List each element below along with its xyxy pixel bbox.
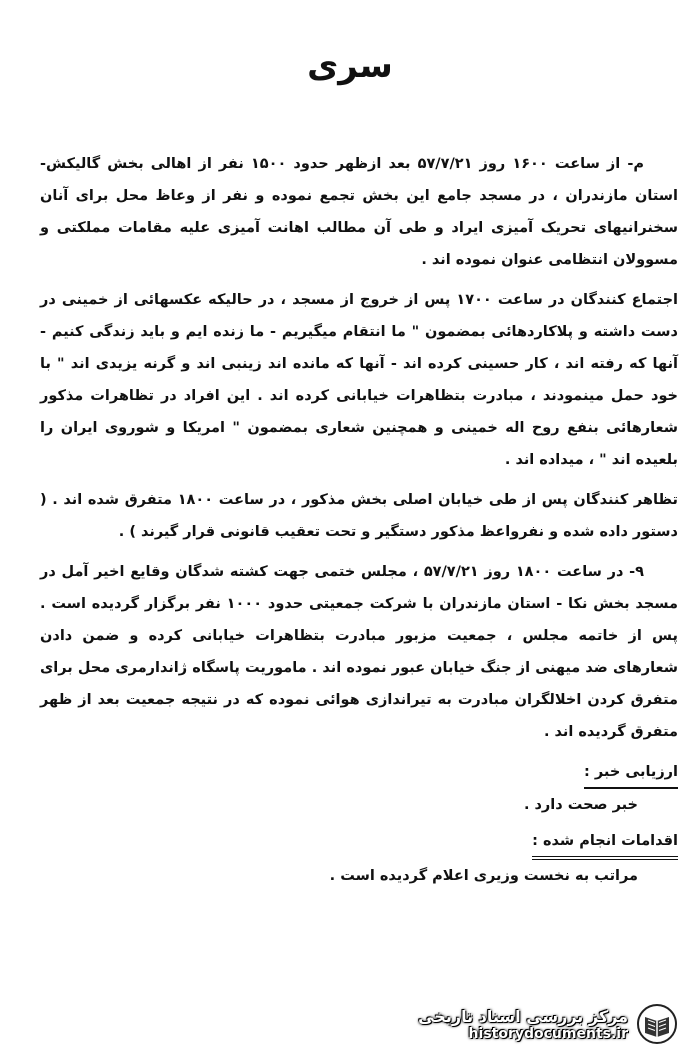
news-evaluation-text: خبر صحت دارد . <box>523 797 638 813</box>
paragraph-1: م- از ساعت ۱۶۰۰ روز ۵۷/۷/۲۱ بعد ازظهر حدود ۱۵۰۰ نفر از اهالی بخش گالیکش- استان مازندران ، در مسجد جامع این بخش تجمع نموده و نفر از وعاظ محل برای آنان سخنرانیهای تحریک آمیزی ایراد و طی آن مطالب اهانت آمیزی علیه مقامات مملکتی و مسوولان انتظامی عنوان نموده اند . <box>40 156 678 268</box>
document-title: سری <box>307 46 393 86</box>
paragraph-3: تظاهر کنندگان پس از طی خیابان اصلی بخش مذکور ، در ساعت ۱۸۰۰ متفرق شده اند . ( دستور داده شده و نفرواعظ مذکور دستگیر و تحت تعقیب قانونی قرار گیرند ) . <box>40 492 678 540</box>
book-emblem-icon <box>636 1003 678 1045</box>
document-body <box>40 148 678 892</box>
watermark-name: مرکز بررسی اسناد تاریخی <box>418 1006 628 1026</box>
news-evaluation-section <box>40 756 678 821</box>
watermark-text <box>418 1007 628 1042</box>
watermark-url: historydocuments.ir <box>468 1025 628 1042</box>
actions-taken-section <box>40 825 678 892</box>
paragraph-4: ۹- در ساعت ۱۸۰۰ روز ۵۷/۷/۲۱ ، مجلس ختمی جهت کشته شدگان وقایع اخیر آمل در مسجد بخش نکا - استان مازندران با شرکت جمعیتی حدود ۱۰۰۰ نفر برگزار گردیده است . پس از خاتمه مجلس ، جمعیت مزبور مبادرت بتظاهرات خیابانی کرده و ضمن دادن شعارهای ضد میهنی از جنگ خیابان عبور نموده اند . ماموریت پاسگاه ژاندارمری محل برای متفرق کردن اخلالگران مبادرت به تیراندازی هوائی نموده که در نتیجه جمعیت بعد از ظهر متفرق گردیده اند . <box>40 564 678 740</box>
watermark <box>418 1003 678 1045</box>
actions-taken-text: مراتب به نخست وزیری اعلام گردیده است . <box>329 868 638 884</box>
actions-taken-heading: اقدامات انجام شده : <box>532 828 678 860</box>
paragraph-2: اجتماع کنندگان در ساعت ۱۷۰۰ پس از خروج از مسجد ، در حالیکه عکسهائی از خمینی در دست داشته و پلاکاردهائی بمضمون " ما انتقام میگیریم - ما زنده ایم و باید زندگی کنیم - آنها که رفته اند ، کار حسینی کرده اند - آنها که مانده اند زینبی اند و گرنه یزیدی اند " با خود حمل مینمودند ، مبادرت بتظاهرات خیابانی کرده اند . این افراد در تظاهرات مذکور شعارهائی بنفع روح اله خمینی و همچنین شعاری بمضمون " امریکا و شوروی ایران را بلعیده اند " ، میداده اند . <box>40 292 679 468</box>
news-evaluation-heading: ارزیابی خبر : <box>584 759 678 789</box>
